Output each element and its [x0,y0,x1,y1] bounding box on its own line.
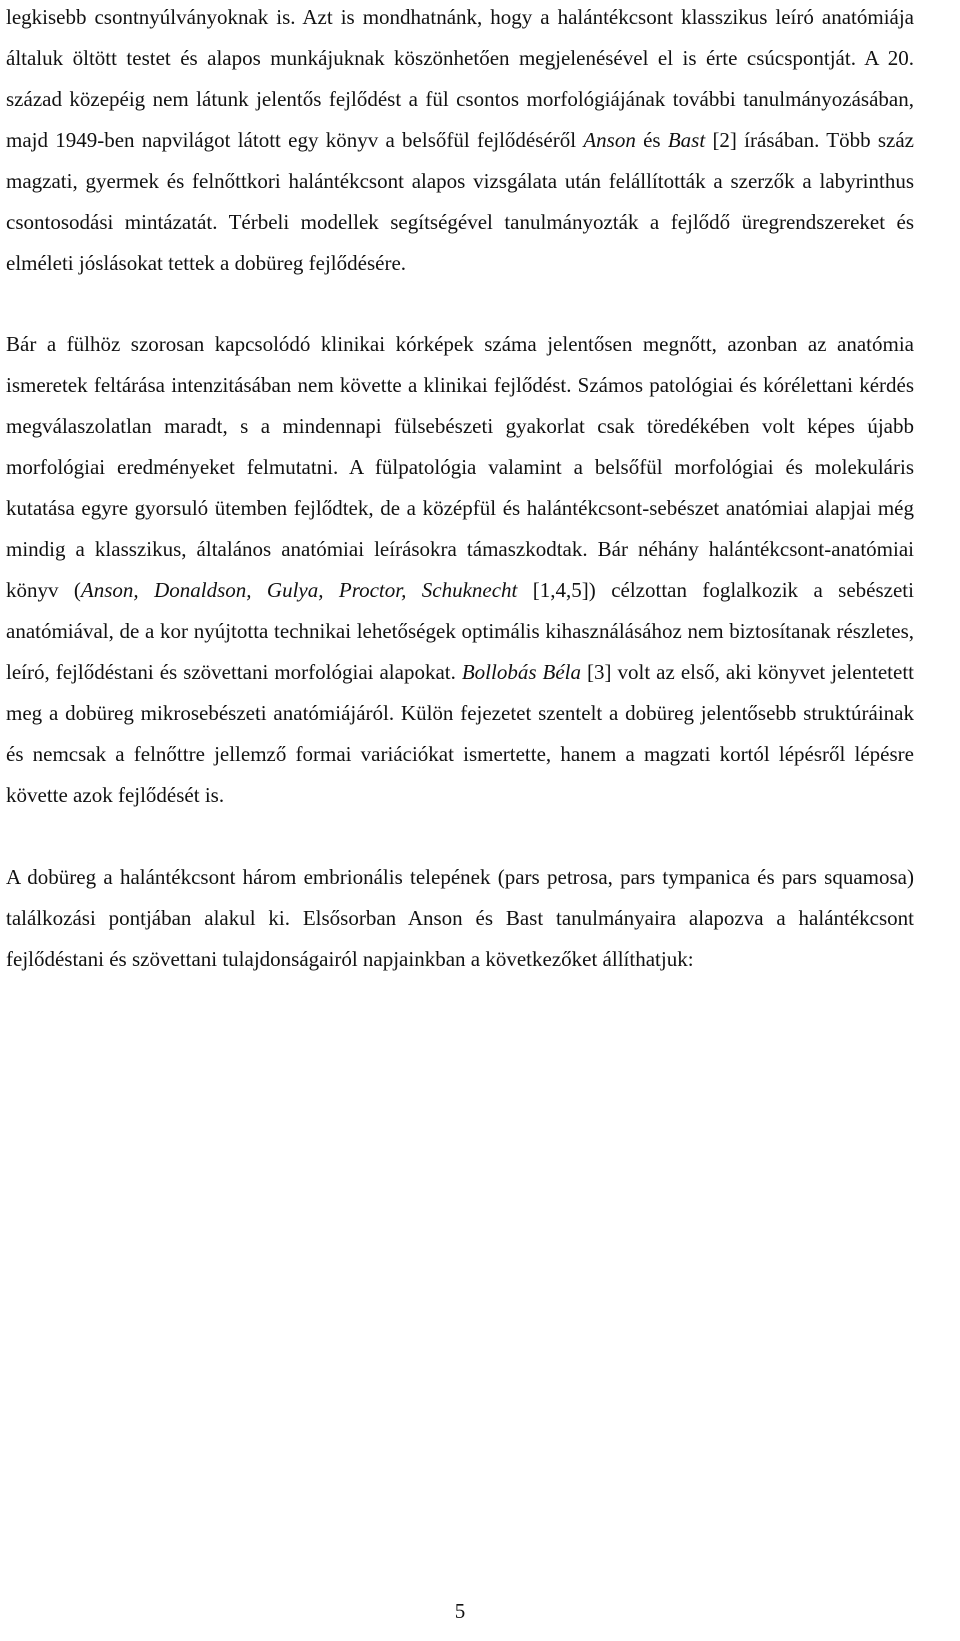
italic-text: Anson, Donaldson, Gulya, Proctor, Schuknecht [80,578,518,602]
italic-text: Bast [667,128,706,152]
text-run: legkisebb csontnyúlványoknak is. Azt is mondhatnánk, hogy a halántékcsont klasszikus leíró anatómiája általuk öltött testet és alapos munkájuknak köszönhetően megjelenésével el is érte csúcspontját. A 20. század közepéig nem látunk jelentős fejlődést a fül csontos morfológiájának további tanulmányozásában, majd 1949-ben napvilágot látott egy könyv a belsőfül fejlődéséről [6,5,914,152]
document-page [6,0,914,980]
text-run: [2] írásában. Több száz magzati, gyermek és felnőttkori halántékcsont alapos vizsgálata után felállították a szerzők a labyrinthus csontosodási mintázatát. Térbeli modellek segítségével tanulmányozták a fejlődő üregrendszereket és elméleti jóslásokat tettek a dobüreg fejlődésére. [6,128,914,275]
paragraph [6,324,914,816]
page-number: 5 [454,1599,466,1623]
text-run: [1,4,5]) célzottan foglalkozik a sebészeti anatómiával, de a kor nyújtotta technikai lehetőségek optimális kihasználásához nem biztosítanak részletes, leíró, fejlődéstani és szövettani morfológiai alapokat. [6,578,914,684]
text-run: és [635,128,668,152]
text-run: [3] volt az első, aki könyvet jelentetett meg a dobüreg mikrosebészeti anatómiájáról. Külön fejezetet szentelt a dobüreg jelentősebb struktúráinak és nemcsak a felnőttre jellemző formai variációkat ismertette, hanem a magzati kortól lépésről lépésre követte azok fejlődését is. [6,660,914,807]
italic-text: Anson [583,128,636,152]
text-run: A dobüreg a halántékcsont három embrionális telepének (pars petrosa, pars tympanica és pars squamosa) találkozási pontjában alakul ki. Elsősorban Anson és Bast tanulmányaira alapozva a halántékcsont fejlődéstani és szövettani tulajdonságairól napjainkban a következőket állíthatjuk: [6,865,914,971]
text-run: Bár a fülhöz szorosan kapcsolódó klinikai kórképek száma jelentősen megnőtt, azonban az anatómia ismeretek feltárása intenzitásában nem követte a klinikai fejlődést. Számos patológiai és kórélettani kérdés megválaszolatlan maradt, s a mindennapi fülsebészeti gyakorlat csak töredékében volt képes újabb morfológiai eredményeket felmutatni. A fülpatológia valamint a belsőfül morfológiai és molekuláris kutatása egyre gyorsuló ütemben fejlődtek, de a középfül és halántékcsont-sebészet anatómiai alapjai még mindig a klasszikus, általános anatómiai leírásokra támaszkodtak. Bár néhány halántékcsont-anatómiai könyv ( [6,332,914,602]
paragraph [6,0,914,284]
italic-text: Bollobás Béla [461,660,582,684]
paragraph [6,857,914,980]
